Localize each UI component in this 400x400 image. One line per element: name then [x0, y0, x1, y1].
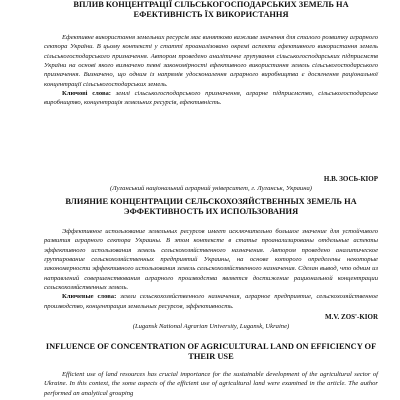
author-name: Н.В. ЗОСЬ-КІОР	[323, 175, 378, 183]
section-english	[44, 342, 378, 398]
article-title-russian: ВЛИЯНИЕ КОНЦЕНТРАЦИИ СЕЛЬСКОХОЗЯЙСТВЕННЫХ ЗЕМЕЛЬ НА ЭФФЕКТИВНОСТЬ ИХ ИСПОЛЬЗОВАНИЯ	[65, 197, 357, 216]
author-block-1	[44, 175, 378, 193]
author-block-2	[44, 313, 378, 331]
keywords-text: земли сельскохозяйственного назначения, аграрное предприятие, сельскохозяйственное производство, концентрация земельных ресурсов, эффективность.	[44, 293, 378, 310]
abstract-ukrainian: Ефективне використання земельних ресурсів має винятково важливе значення для сталого розвитку аграрного сектора України. В цьому контексті у статті проаналізовано окремі аспекти ефективного використання земель сільськогосподарського призначення. Автором проведено аналітичне групування сільськогосподарських підприємств України на основі якого визначено певні закономірності ефективного використання земель сільськогосподарського призначення. Визначено, що одним із напрямів удосконалення аграрного виробництва є досягнення раціональної концентрації сільськогосподарських земель.	[44, 34, 378, 88]
keywords-text: землі сільськогосподарського призначення, аграрне підприємство, сільськогосподарське виробництво, концентрація земельних ресурсів, ефективність.	[44, 89, 378, 107]
keywords-label: Ключові слова:	[62, 89, 112, 97]
section-russian	[44, 197, 378, 311]
keywords-ukrainian	[44, 89, 378, 108]
abstract-english: Efficient use of land resources has crucial importance for the sustainable development of the agricultural sector of Ukraine. In this context, the some aspects of the efficient use of agricultural land were examined in the article. The author performed an analytical grouping	[44, 371, 378, 397]
article-title-ukrainian: ВПЛИВ КОНЦЕНТРАЦІЇ СІЛЬСЬКОГОСПОДАРСЬКИХ ЗЕМЕЛЬ НА ЕФЕКТИВНІСТЬ ЇХ ВИКОРИСТАННЯ	[73, 0, 349, 19]
author-name: M.V. ZOS'-KIOR	[325, 313, 378, 321]
keywords-label: Ключевые слова:	[62, 293, 117, 301]
article-title-english: INFLUENCE OF CONCENTRATION OF AGRICULTURAL LAND ON EFFICIENCY OF THEIR USE	[45, 342, 377, 361]
abstract-russian: Эффективное использование земельных ресурсов имеет исключительно большое значение для устойчивого развития аграрного сектора Украины. В этом контексте в статье проанализированы отдельные аспекты эффективного использования земель сельскохозяйственного назначения. Автором проведено аналитическое группирование сельскохозяйственных предприятий Украины, на основе которого определены некоторые закономерности эффективного использования земель сельскохозяйственного назначения. Сделан вывод, что одним из направлений совершенствования аграрного производства является достижение рациональной концентрации сельскохозяйственных земель.	[44, 228, 378, 291]
author-affiliation: (Lugansk National Agrarian University, Lugansk, Ukraine)	[132, 323, 290, 330]
author-affiliation: (Луганський національний аграрний університет, г. Луганськ, Украина)	[109, 185, 312, 192]
keywords-russian	[44, 292, 378, 311]
section-ukrainian	[44, 0, 378, 108]
